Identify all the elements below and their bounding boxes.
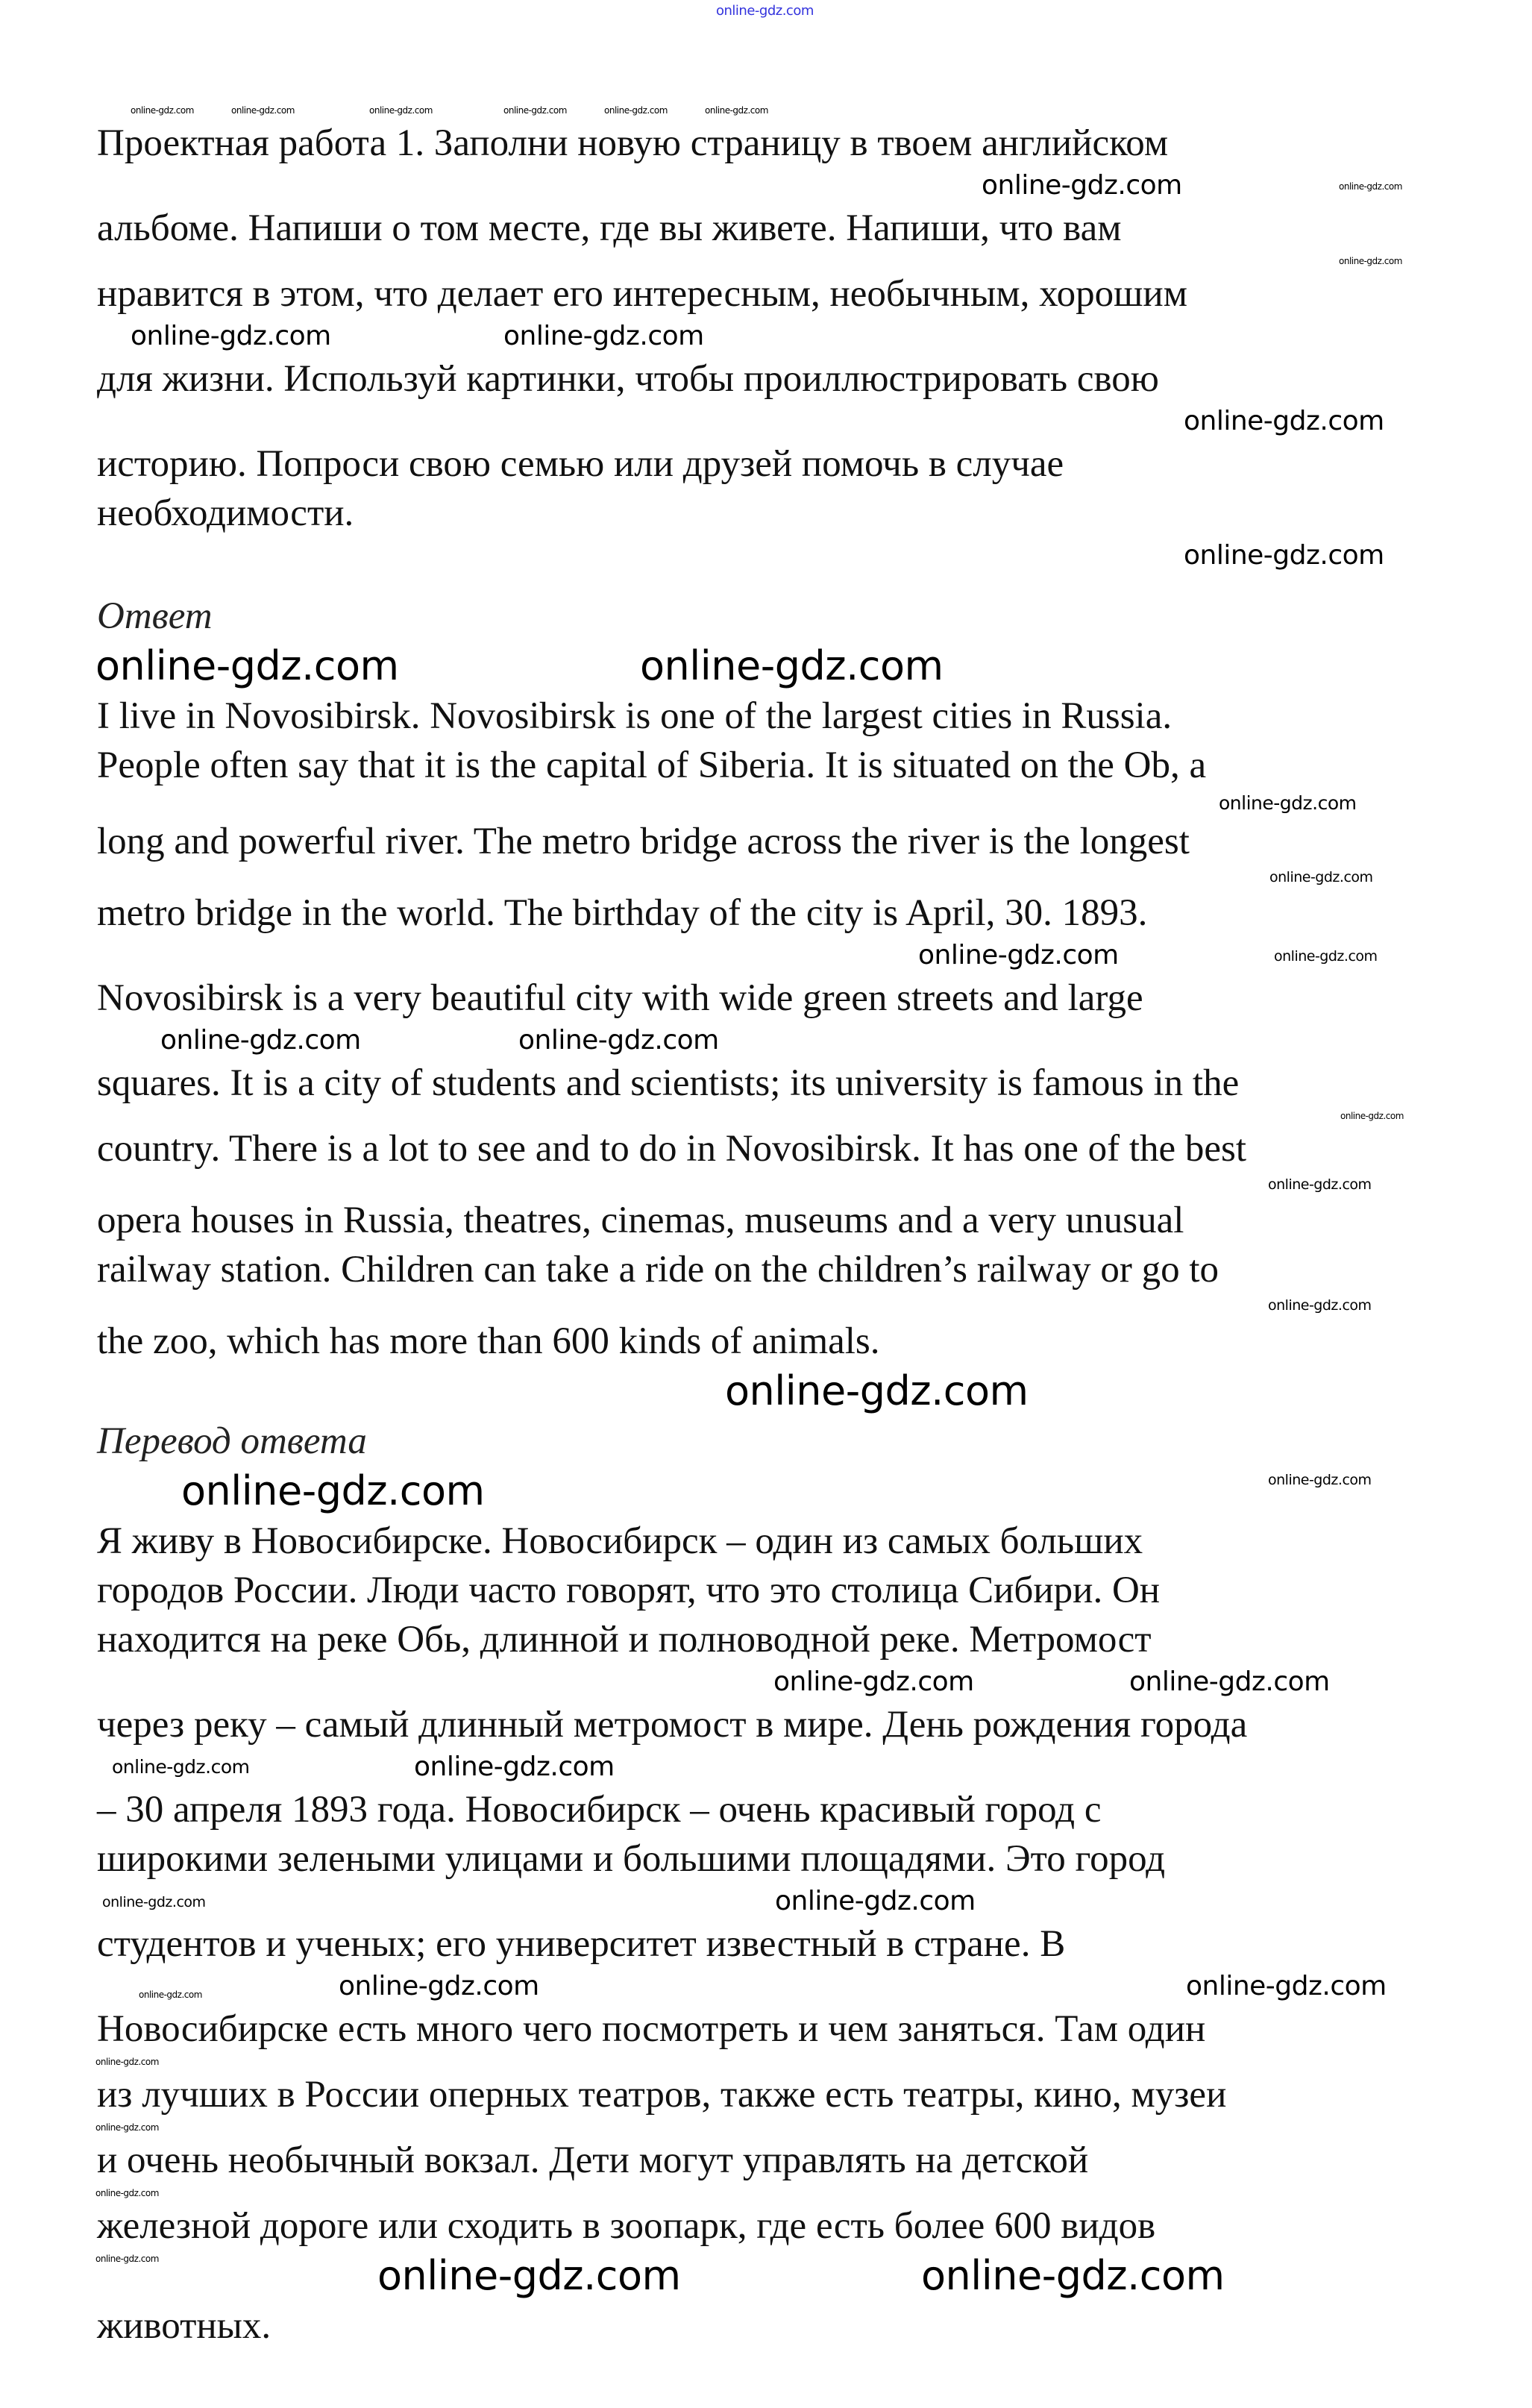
answer-line: the zoo, which has more than 600 kinds of animals.: [97, 1320, 880, 1362]
task-line: нравится в этом, что делает его интересным, необычным, хорошим: [97, 273, 1187, 315]
watermark: online-gdz.com: [503, 105, 567, 116]
answer-line: squares. It is a city of students and scientists; its university is famous in the: [97, 1062, 1240, 1104]
answer-line: metro bridge in the world. The birthday of the city is April, 30. 1893.: [97, 892, 1148, 934]
watermark-row: [0, 792, 1532, 815]
task-line: Проектная работа 1. Заполни новую страницу в твоем английском: [97, 122, 1169, 164]
watermark-row: [0, 1025, 1532, 1056]
watermark: online-gdz.com: [773, 1667, 974, 1697]
watermark: online-gdz.com: [95, 2122, 159, 2133]
watermark: online-gdz.com: [1219, 792, 1357, 814]
translation-line: находится на реке Обь, длинной и полноводной реке. Метромост: [97, 1619, 1152, 1661]
watermark: online-gdz.com: [160, 1025, 361, 1056]
header-watermark-row: [0, 0, 1532, 30]
watermark-row: [0, 540, 1532, 571]
watermark-row: [0, 1297, 1532, 1314]
answer-line: People often say that it is the capital of Siberia. It is situated on the Ob, a: [97, 744, 1207, 786]
task-line: альбоме. Напиши о том месте, где вы живете. Напиши, что вам: [97, 207, 1122, 249]
watermark: online-gdz.com: [95, 2254, 159, 2264]
watermark-row: [0, 1368, 1532, 1414]
watermark-row: [0, 1468, 1532, 1514]
watermark-row: [0, 1667, 1532, 1698]
watermark: online-gdz.com: [95, 642, 399, 689]
watermark: online-gdz.com: [503, 321, 704, 351]
answer-line: railway station. Children can take a ride on the children’s railway or go to: [97, 1249, 1219, 1291]
watermark: online-gdz.com: [1184, 406, 1384, 436]
watermark: online-gdz.com: [339, 1971, 539, 2001]
translation-line: – 30 апреля 1893 года. Новосибирск – очень красивый город с: [97, 1789, 1102, 1831]
watermark-row: [0, 2187, 1532, 2199]
watermark: online-gdz.com: [131, 105, 194, 116]
watermark: online-gdz.com: [369, 105, 433, 116]
watermark: online-gdz.com: [231, 105, 295, 116]
watermark: online-gdz.com: [414, 1752, 615, 1782]
watermark-row: [0, 321, 1532, 352]
watermark: online-gdz.com: [725, 1367, 1029, 1414]
watermark-row: [0, 406, 1532, 437]
task-line: историю. Попроси свою семью или друзей помочь в случае: [97, 443, 1064, 485]
watermark: online-gdz.com: [1129, 1667, 1330, 1697]
watermark: online-gdz.com: [705, 105, 768, 116]
watermark-row: [0, 1176, 1532, 1194]
answer-line: I live in Novosibirsk. Novosibirsk is one of the largest cities in Russia.: [97, 695, 1172, 737]
translation-line: из лучших в России оперных театров, также есть театры, кино, музеи: [97, 2074, 1227, 2116]
watermark-row: [0, 868, 1532, 886]
translation-line: животных.: [97, 2305, 271, 2347]
translation-line: городов России. Люди часто говорят, что это столица Сибири. Он: [97, 1570, 1161, 1611]
document-flow: [0, 30, 1532, 2408]
watermark: online-gdz.com: [1186, 1971, 1387, 2001]
watermark: online-gdz.com: [640, 642, 944, 689]
watermark-row: [0, 2056, 1532, 2068]
watermark: online-gdz.com: [131, 321, 331, 351]
translation-line: железной дороге или сходить в зоопарк, где есть более 600 видов: [97, 2205, 1156, 2247]
watermark: online-gdz.com: [139, 1990, 202, 2000]
translation-line: и очень необычный вокзал. Дети могут управлять на детской: [97, 2139, 1089, 2181]
translation-line: широкими зелеными улицами и большими площадями. Это город: [97, 1838, 1166, 1880]
watermark: online-gdz.com: [1339, 181, 1402, 192]
watermark: online-gdz.com: [1339, 256, 1402, 266]
answer-line: country. There is a lot to see and to do in Novosibirsk. It has one of the best: [97, 1128, 1247, 1170]
watermark-row: [0, 104, 1532, 116]
watermark: online-gdz.com: [1340, 1111, 1404, 1121]
answer-line: long and powerful river. The metro bridge across the river is the longest: [97, 821, 1190, 862]
watermark: online-gdz.com: [112, 1756, 250, 1778]
watermark: online-gdz.com: [604, 105, 668, 116]
watermark-row: [0, 2122, 1532, 2133]
translation-line: Новосибирске есть много чего посмотреть и чем заняться. Там один: [97, 2008, 1206, 2050]
watermark: online-gdz.com: [1268, 1176, 1372, 1193]
watermark: online-gdz.com: [775, 1886, 976, 1916]
translation-heading: Перевод ответа: [97, 1420, 367, 1462]
answer-line: Novosibirsk is a very beautiful city with wide green streets and large: [97, 977, 1143, 1019]
watermark: online-gdz.com: [716, 3, 814, 19]
watermark: online-gdz.com: [518, 1025, 719, 1056]
watermark: online-gdz.com: [982, 170, 1182, 201]
watermark-row: [0, 1886, 1532, 1917]
watermark-row: [0, 1752, 1532, 1783]
watermark: online-gdz.com: [181, 1467, 485, 1514]
watermark-row: [0, 255, 1532, 267]
watermark-row: [0, 1971, 1532, 2002]
answer-line: opera houses in Russia, theatres, cinemas, museums and a very unusual: [97, 1200, 1184, 1241]
watermark: online-gdz.com: [95, 2057, 159, 2067]
watermark-row: [0, 643, 1532, 689]
watermark: online-gdz.com: [1274, 948, 1378, 965]
watermark-row: [0, 170, 1532, 201]
task-line: необходимости.: [97, 492, 354, 534]
translation-line: через реку – самый длинный метромост в мире. День рождения города: [97, 1704, 1248, 1746]
translation-line: Я живу в Новосибирске. Новосибирск – один из самых больших: [97, 1520, 1143, 1562]
watermark: online-gdz.com: [102, 1894, 206, 1910]
watermark: online-gdz.com: [95, 2188, 159, 2198]
translation-line: студентов и ученых; его университет известный в стране. В: [97, 1923, 1066, 1965]
watermark: online-gdz.com: [377, 2252, 681, 2299]
watermark: online-gdz.com: [1268, 1297, 1372, 1314]
watermark-row: [0, 940, 1532, 971]
watermark: online-gdz.com: [918, 940, 1119, 971]
watermark: online-gdz.com: [1268, 1472, 1372, 1488]
watermark-row: [0, 1110, 1532, 1122]
watermark: online-gdz.com: [921, 2252, 1225, 2299]
watermark: online-gdz.com: [1269, 869, 1373, 885]
answer-heading: Ответ: [97, 595, 213, 637]
task-line: для жизни. Используй картинки, чтобы проиллюстрировать свою: [97, 358, 1159, 400]
watermark-row: [0, 2253, 1532, 2299]
watermark: online-gdz.com: [1184, 540, 1384, 571]
